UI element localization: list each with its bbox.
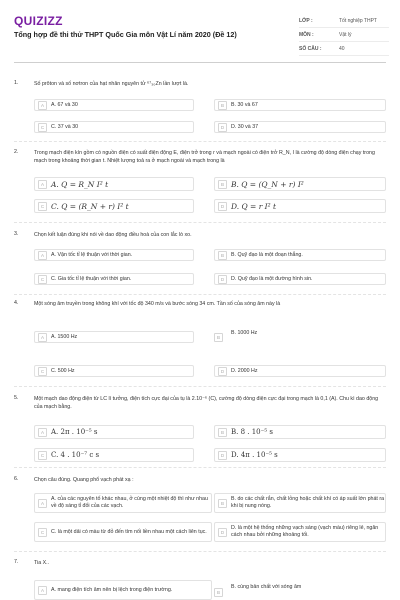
question-number: 3. bbox=[14, 231, 19, 237]
meta-row-class bbox=[299, 14, 389, 28]
meta-value: Tốt nghiệp THPT bbox=[339, 17, 377, 24]
option-d[interactable] bbox=[214, 365, 386, 377]
option-text: A. mang điện tích âm nên bị lệch trong điện trường. bbox=[51, 586, 173, 593]
option-c[interactable] bbox=[34, 199, 194, 213]
option-text: D. Quỹ đạo là một đường hình sin. bbox=[231, 275, 313, 282]
meta-key: SỐ CÂU : bbox=[299, 45, 322, 52]
option-letter: B bbox=[218, 251, 227, 260]
option-letter: A bbox=[38, 586, 47, 595]
option-letter: C bbox=[38, 528, 47, 537]
question-text: Một sóng âm truyền trong không khí với tốc độ 340 m/s và bước sóng 34 cm. Tần số của sóng âm này là bbox=[34, 301, 281, 307]
option-letter: A bbox=[38, 101, 47, 110]
option-c[interactable] bbox=[34, 365, 194, 377]
option-letter: D bbox=[218, 528, 227, 537]
option-text: A. 1500 Hz bbox=[51, 333, 78, 340]
option-a[interactable] bbox=[34, 493, 212, 513]
option-b[interactable] bbox=[214, 249, 386, 261]
option-c[interactable] bbox=[34, 273, 194, 285]
divider bbox=[14, 294, 386, 295]
option-letter: A bbox=[38, 333, 47, 342]
option-text: A. 2π . 10⁻⁵ s bbox=[51, 427, 98, 436]
option-letter: C bbox=[38, 367, 47, 376]
option-a[interactable] bbox=[34, 425, 194, 439]
question-text: Chọn câu đúng. Quang phổ vạch phát xạ : bbox=[34, 477, 134, 483]
option-text: A. 67 và 30 bbox=[51, 101, 78, 108]
option-text: D. 2000 Hz bbox=[231, 367, 258, 374]
option-text: A. Vận tốc tỉ lệ thuận với thời gian. bbox=[51, 251, 133, 258]
question-number: 1. bbox=[14, 80, 19, 86]
option-c[interactable] bbox=[34, 522, 212, 542]
option-letter: A bbox=[38, 251, 47, 260]
option-letter: D bbox=[218, 367, 227, 376]
option-text: A. của các nguyên tố khác nhau, ở cùng một nhiệt độ thì như nhau về độ sáng tỉ đối của các vạch. bbox=[51, 496, 208, 509]
option-text: B. do các chất rắn, chất lỏng hoặc chất khí có áp suất lớn phát ra khi bị nung nóng. bbox=[231, 496, 385, 509]
option-a[interactable] bbox=[34, 177, 194, 191]
option-d[interactable] bbox=[214, 199, 386, 213]
divider bbox=[14, 141, 386, 142]
option-text: C. Q = (R_N + r) I² t bbox=[51, 201, 129, 211]
divider bbox=[14, 386, 386, 387]
option-c[interactable] bbox=[34, 448, 194, 462]
question-text: Trong mạch điện kín gồm có nguồn điện có suất điện động E, điện trở trong r và mạch ngoài có điện trở R_N, I là cường độ dòng điện chạy trong mạch trong khoảng thời gian t. Nhiệt lượng toả ra ở mạch ngoài và mạch trong là bbox=[34, 150, 375, 164]
quizizz-logo: QUIZIZZ bbox=[14, 14, 63, 28]
option-b[interactable] bbox=[214, 99, 386, 111]
option-letter: A bbox=[38, 428, 47, 437]
option-text: C. 500 Hz bbox=[51, 367, 75, 374]
option-text: D. 4π . 10⁻⁵ s bbox=[231, 450, 278, 459]
option-b[interactable] bbox=[214, 586, 224, 598]
header-divider bbox=[14, 62, 386, 63]
divider bbox=[14, 551, 386, 552]
option-d[interactable] bbox=[214, 448, 386, 462]
option-b[interactable] bbox=[214, 425, 386, 439]
option-letter: B bbox=[218, 101, 227, 110]
meta-box bbox=[299, 14, 389, 56]
option-text: B. Quỹ đạo là một đoạn thẳng. bbox=[231, 251, 303, 258]
option-a[interactable] bbox=[34, 331, 194, 343]
option-text: B. 8 . 10⁻⁵ s bbox=[231, 427, 273, 436]
worksheet-title: Tổng hợp đề thi thử THPT Quốc Gia môn Vật Lí năm 2020 (Đề 12) bbox=[14, 30, 237, 39]
option-c[interactable] bbox=[34, 121, 194, 133]
option-b[interactable] bbox=[214, 331, 224, 343]
option-letter: D bbox=[218, 202, 227, 211]
option-text: C. là một dải có màu từ đỏ đến tím nối liền nhau một cách liên tục. bbox=[51, 528, 207, 535]
question-text: Chọn kết luận đúng khi nói về dao động điều hoà của con lắc lò xo. bbox=[34, 232, 192, 238]
option-text: B. Q = (Q_N + r) I² bbox=[231, 179, 304, 189]
question-text: Tia X.. bbox=[34, 560, 50, 566]
option-d[interactable] bbox=[214, 522, 386, 542]
option-text: A. Q = R_N I² t bbox=[51, 179, 109, 189]
option-text: D. 30 và 37 bbox=[231, 123, 259, 130]
option-text: C. 37 và 30 bbox=[51, 123, 79, 130]
option-letter: C bbox=[38, 202, 47, 211]
meta-value: Vật lý bbox=[339, 31, 352, 38]
option-text: C. 4 . 10⁻⁷ c s bbox=[51, 450, 100, 459]
meta-key: LỚP : bbox=[299, 17, 313, 24]
option-letter: C bbox=[38, 123, 47, 132]
divider bbox=[14, 467, 386, 468]
option-d[interactable] bbox=[214, 273, 386, 285]
question-number: 2. bbox=[14, 149, 19, 155]
meta-value: 40 bbox=[339, 45, 345, 52]
option-text: B. 30 và 67 bbox=[231, 101, 258, 108]
option-letter: B bbox=[218, 428, 227, 437]
option-text: B. cùng bản chất với sóng âm bbox=[231, 584, 302, 590]
option-text: D. là một hệ thống những vạch sáng (vạch màu) riêng lẻ, ngăn cách nhau bởi những khoảng tối. bbox=[231, 525, 379, 538]
option-b[interactable] bbox=[214, 177, 386, 191]
question-text: Một mạch dao động điện từ LC lí tưởng, điện tích cực đại của tụ là 2.10⁻⁶ (C), cường độ dòng điện cực đại trong mạch là 0,1 (A). Chu kì dao động của mạch bằng. bbox=[34, 396, 379, 410]
option-letter: B bbox=[214, 333, 223, 342]
option-letter: D bbox=[218, 275, 227, 284]
question-number: 4. bbox=[14, 300, 19, 306]
option-b-text bbox=[231, 575, 301, 593]
option-a[interactable] bbox=[34, 99, 194, 111]
option-letter: D bbox=[218, 123, 227, 132]
option-letter: D bbox=[218, 451, 227, 460]
divider bbox=[14, 222, 386, 223]
meta-row-subject bbox=[299, 28, 389, 42]
option-b[interactable] bbox=[214, 493, 386, 513]
question-number: 5. bbox=[14, 395, 19, 401]
option-letter: B bbox=[218, 180, 227, 189]
option-b-text bbox=[231, 321, 257, 339]
meta-key: MÔN : bbox=[299, 31, 314, 38]
option-letter: A bbox=[38, 180, 47, 189]
option-letter: B bbox=[218, 499, 227, 508]
option-text: C. Gia tốc tỉ lệ thuận với thời gian. bbox=[51, 275, 132, 282]
option-text: D. Q = r I² t bbox=[231, 201, 277, 211]
option-letter: C bbox=[38, 451, 47, 460]
question-number: 6. bbox=[14, 476, 19, 482]
option-letter: B bbox=[214, 588, 223, 597]
option-letter: C bbox=[38, 275, 47, 284]
question-number: 7. bbox=[14, 559, 19, 565]
option-d[interactable] bbox=[214, 121, 386, 133]
option-letter: A bbox=[38, 499, 47, 508]
meta-row-count bbox=[299, 42, 389, 56]
option-text: B. 1000 Hz bbox=[231, 330, 258, 336]
option-a[interactable] bbox=[34, 249, 194, 261]
option-a[interactable] bbox=[34, 580, 212, 600]
question-text: Số prôton và số nơtron của hạt nhân nguyên tử ⁶⁷₃₀Zn lần lượt là. bbox=[34, 81, 189, 87]
